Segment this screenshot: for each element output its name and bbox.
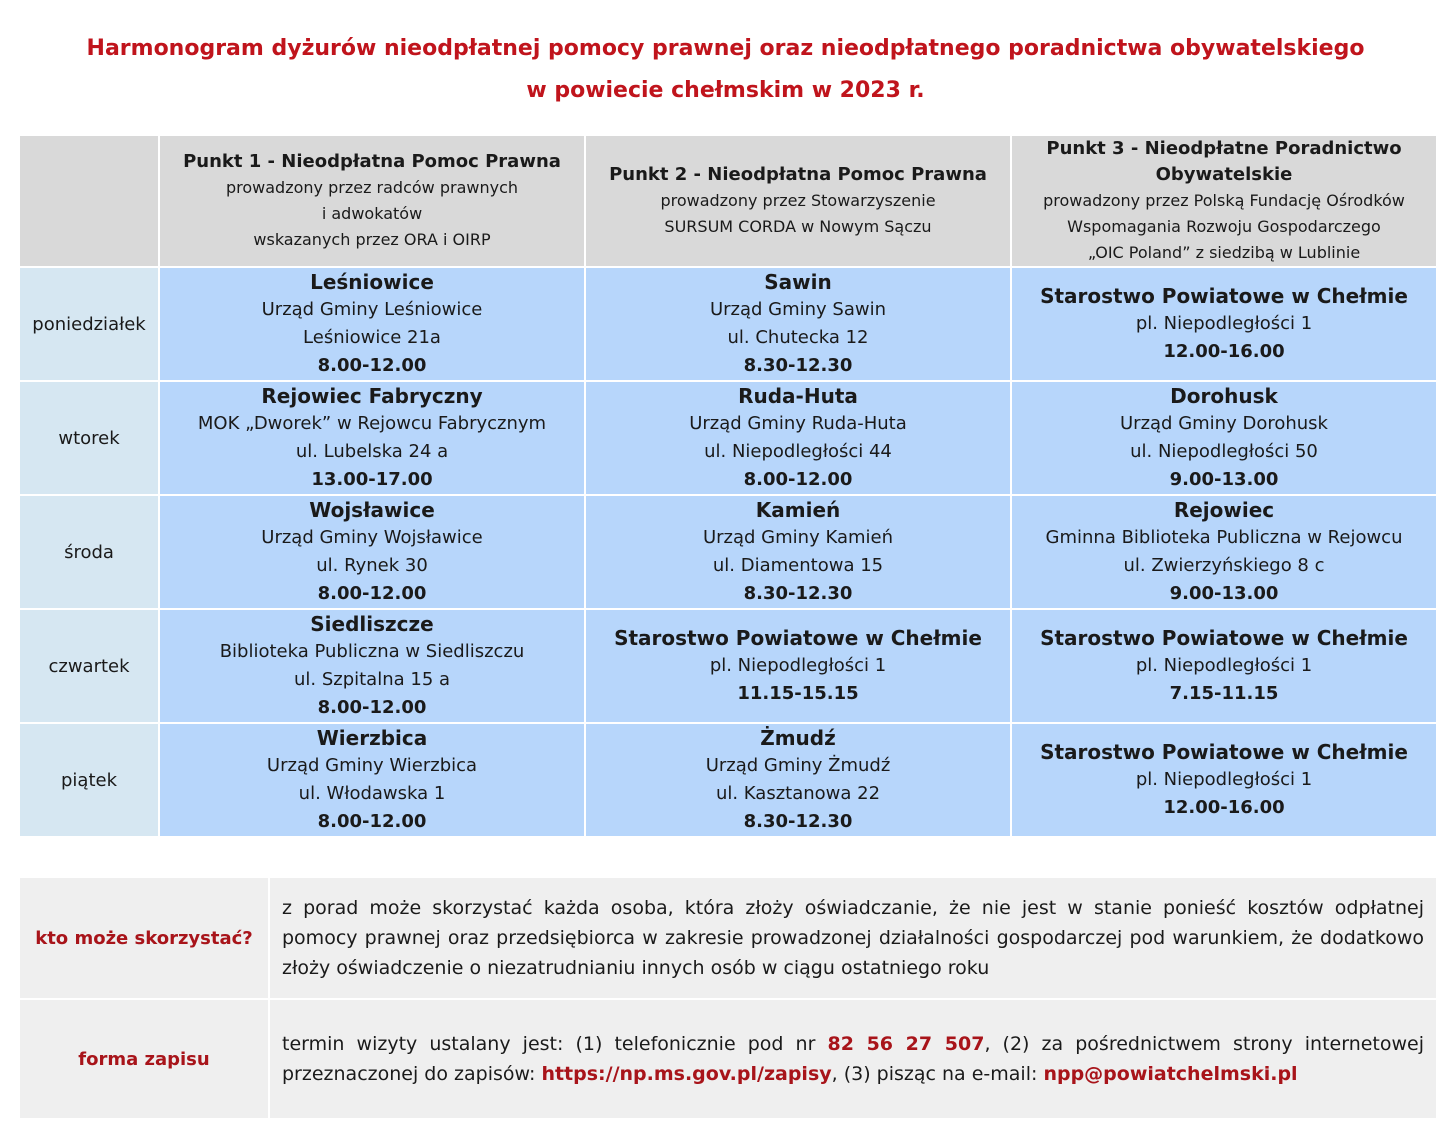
title-line-2: w powiecie chełmskim w 2023 r.: [526, 78, 925, 103]
header-row: [19, 135, 1437, 267]
location-name: Ruda-Huta: [738, 384, 858, 408]
info-table: [18, 876, 1438, 1120]
location-name: Siedliszcze: [310, 612, 434, 636]
signup-part-3: , (3) pisząc na e-mail:: [831, 1063, 1044, 1085]
punkt-1-name: Punkt 1 - Nieodpłatna Pomoc Prawna: [183, 151, 561, 172]
location-name: Kamień: [755, 498, 841, 522]
punkt-2-desc-1: prowadzony przez Stowarzyszenie: [660, 191, 936, 210]
schedule-row: [19, 609, 1437, 723]
location-name: Dorohusk: [1170, 384, 1278, 408]
day-label: piątek: [19, 723, 159, 837]
location-address-line: Urząd Gminy Żmudź: [705, 755, 891, 776]
location-address-line: ul. Włodawska 1: [298, 783, 446, 804]
location-address-line: ul. Diamentowa 15: [712, 555, 884, 576]
schedule-body: [19, 267, 1437, 837]
duty-cell: [159, 267, 585, 381]
location-address-line: pl. Niepodległości 1: [1135, 313, 1313, 334]
day-label: poniedziałek: [19, 267, 159, 381]
punkt-1-desc-1: prowadzony przez radców prawnych: [225, 178, 519, 197]
day-label: wtorek: [19, 381, 159, 495]
header-corner: [19, 135, 159, 267]
day-label: środa: [19, 495, 159, 609]
duty-hours: 8.00-12.00: [743, 469, 853, 490]
location-address-line: pl. Niepodległości 1: [1135, 655, 1313, 676]
signup-text: [269, 999, 1437, 1119]
location-name: Starostwo Powiatowe w Chełmie: [1040, 284, 1408, 308]
punkt-3-desc-1: prowadzony przez Polską Fundację Ośrodków: [1043, 191, 1405, 210]
location-address-line: ul. Szpitalna 15 a: [293, 669, 451, 690]
location-name: Starostwo Powiatowe w Chełmie: [1040, 626, 1408, 650]
duty-cell: [1011, 381, 1437, 495]
punkt-1-desc-2: i adwokatów: [321, 204, 423, 223]
location-address-line: Urząd Gminy Wierzbica: [266, 755, 478, 776]
duty-cell: [585, 381, 1011, 495]
punkt-3-name-line-1: Punkt 3 - Nieodpłatne Poradnictwo: [1046, 138, 1402, 159]
schedule-table: [18, 134, 1438, 838]
signup-label: forma zapisu: [19, 999, 269, 1119]
duty-cell: [585, 495, 1011, 609]
location-address-line: pl. Niepodległości 1: [709, 655, 887, 676]
location-name: Rejowiec Fabryczny: [261, 384, 483, 408]
location-address-line: ul. Zwierzyńskiego 8 c: [1123, 555, 1325, 576]
duty-cell: [159, 609, 585, 723]
who-label: kto może skorzystać?: [19, 877, 269, 999]
punkt-2-desc-2: SURSUM CORDA w Nowym Sączu: [664, 217, 932, 236]
duty-hours: 8.00-12.00: [317, 583, 427, 604]
location-address-line: Gminna Biblioteka Publiczna w Rejowcu: [1045, 527, 1403, 548]
duty-cell: [1011, 723, 1437, 837]
location-address-line: ul. Kasztanowa 22: [715, 783, 881, 804]
location-name: Wojsławice: [309, 498, 435, 522]
location-address-line: Biblioteka Publiczna w Siedliszczu: [219, 641, 525, 662]
day-label: czwartek: [19, 609, 159, 723]
header-punkt-3: [1011, 135, 1437, 267]
duty-cell: [159, 495, 585, 609]
duty-hours: 8.30-12.30: [743, 583, 853, 604]
duty-cell: [585, 267, 1011, 381]
location-name: Starostwo Powiatowe w Chełmie: [614, 626, 982, 650]
signup-part-1: termin wizyty ustalany jest: (1) telefonicznie pod nr: [282, 1033, 828, 1055]
location-address-line: ul. Lubelska 24 a: [295, 441, 449, 462]
duty-hours: 13.00-17.00: [311, 469, 433, 490]
header-punkt-1: [159, 135, 585, 267]
duty-hours: 8.00-12.00: [317, 697, 427, 718]
punkt-3-desc-2: Wspomagania Rozwoju Gospodarczego: [1067, 217, 1381, 236]
location-name: Żmudź: [760, 726, 836, 750]
duty-cell: [585, 723, 1011, 837]
duty-cell: [159, 381, 585, 495]
location-address-line: ul. Niepodległości 50: [1130, 441, 1318, 462]
signup-phone: 82 56 27 507: [827, 1033, 985, 1055]
location-name: Rejowiec: [1173, 498, 1275, 522]
document-title: [0, 28, 1451, 112]
duty-hours: 8.30-12.30: [743, 355, 853, 376]
punkt-3-desc-3: „OIC Poland” z siedzibą w Lublinie: [1087, 243, 1361, 262]
duty-cell: [1011, 267, 1437, 381]
who-text: z porad może skorzystać każda osoba, która złoży oświadczanie, że nie jest w stanie ponieść kosztów odpłatnej pomocy prawnej oraz przedsiębiorca w zakresie prowadzonej działalności gospodarczej pod warunkiem, że dodatkowo złoży oświadczenie o niezatrudnianiu innych osób w ciągu ostatniego roku: [269, 877, 1437, 999]
duty-cell: [1011, 495, 1437, 609]
location-address-line: Urząd Gminy Sawin: [709, 299, 887, 320]
location-address-line: Urząd Gminy Leśniowice: [261, 299, 483, 320]
title-line-1: Harmonogram dyżurów nieodpłatnej pomocy prawnej oraz nieodpłatnego poradnictwa obywatelskiego: [86, 36, 1365, 61]
duty-hours: 11.15-15.15: [737, 683, 859, 704]
schedule-row: [19, 495, 1437, 609]
schedule-row: [19, 267, 1437, 381]
info-row-signup: [19, 999, 1437, 1119]
location-address-line: ul. Rynek 30: [316, 555, 428, 576]
signup-url-link[interactable]: https://np.ms.gov.pl/zapisy: [541, 1063, 832, 1085]
location-address-line: MOK „Dworek” w Rejowcu Fabrycznym: [197, 413, 547, 434]
duty-hours: 8.00-12.00: [317, 811, 427, 832]
location-name: Leśniowice: [310, 270, 434, 294]
info-row-who: [19, 877, 1437, 999]
duty-hours: 7.15-11.15: [1169, 683, 1279, 704]
schedule-row: [19, 723, 1437, 837]
header-punkt-2: [585, 135, 1011, 267]
punkt-2-name: Punkt 2 - Nieodpłatna Pomoc Prawna: [609, 164, 987, 185]
duty-cell: [1011, 609, 1437, 723]
location-address-line: Leśniowice 21a: [303, 327, 441, 348]
duty-hours: 12.00-16.00: [1163, 797, 1285, 818]
punkt-1-desc-3: wskazanych przez ORA i OIRP: [253, 230, 491, 249]
signup-email-link[interactable]: npp@powiatchelmski.pl: [1043, 1063, 1298, 1085]
location-address-line: ul. Chutecka 12: [727, 327, 869, 348]
location-address-line: Urząd Gminy Kamień: [702, 527, 893, 548]
duty-hours: 9.00-13.00: [1169, 583, 1279, 604]
location-address-line: pl. Niepodległości 1: [1135, 769, 1313, 790]
location-address-line: ul. Niepodległości 44: [704, 441, 892, 462]
location-address-line: Urząd Gminy Wojsławice: [261, 527, 483, 548]
duty-hours: 9.00-13.00: [1169, 469, 1279, 490]
location-name: Wierzbica: [316, 726, 428, 750]
signup-part-2: , (2) za pośrednictwem strony internetowej przeznaczonej do zapisów:: [282, 1033, 1425, 1085]
duty-hours: 8.00-12.00: [317, 355, 427, 376]
duty-hours: 12.00-16.00: [1163, 341, 1285, 362]
location-name: Starostwo Powiatowe w Chełmie: [1040, 740, 1408, 764]
duty-cell: [585, 609, 1011, 723]
location-address-line: Urząd Gminy Dorohusk: [1120, 413, 1328, 434]
punkt-3-name-line-2: Obywatelskie: [1155, 164, 1293, 185]
location-address-line: Urząd Gminy Ruda-Huta: [689, 413, 907, 434]
schedule-row: [19, 381, 1437, 495]
duty-hours: 8.30-12.30: [743, 811, 853, 832]
location-name: Sawin: [764, 270, 832, 294]
duty-cell: [159, 723, 585, 837]
